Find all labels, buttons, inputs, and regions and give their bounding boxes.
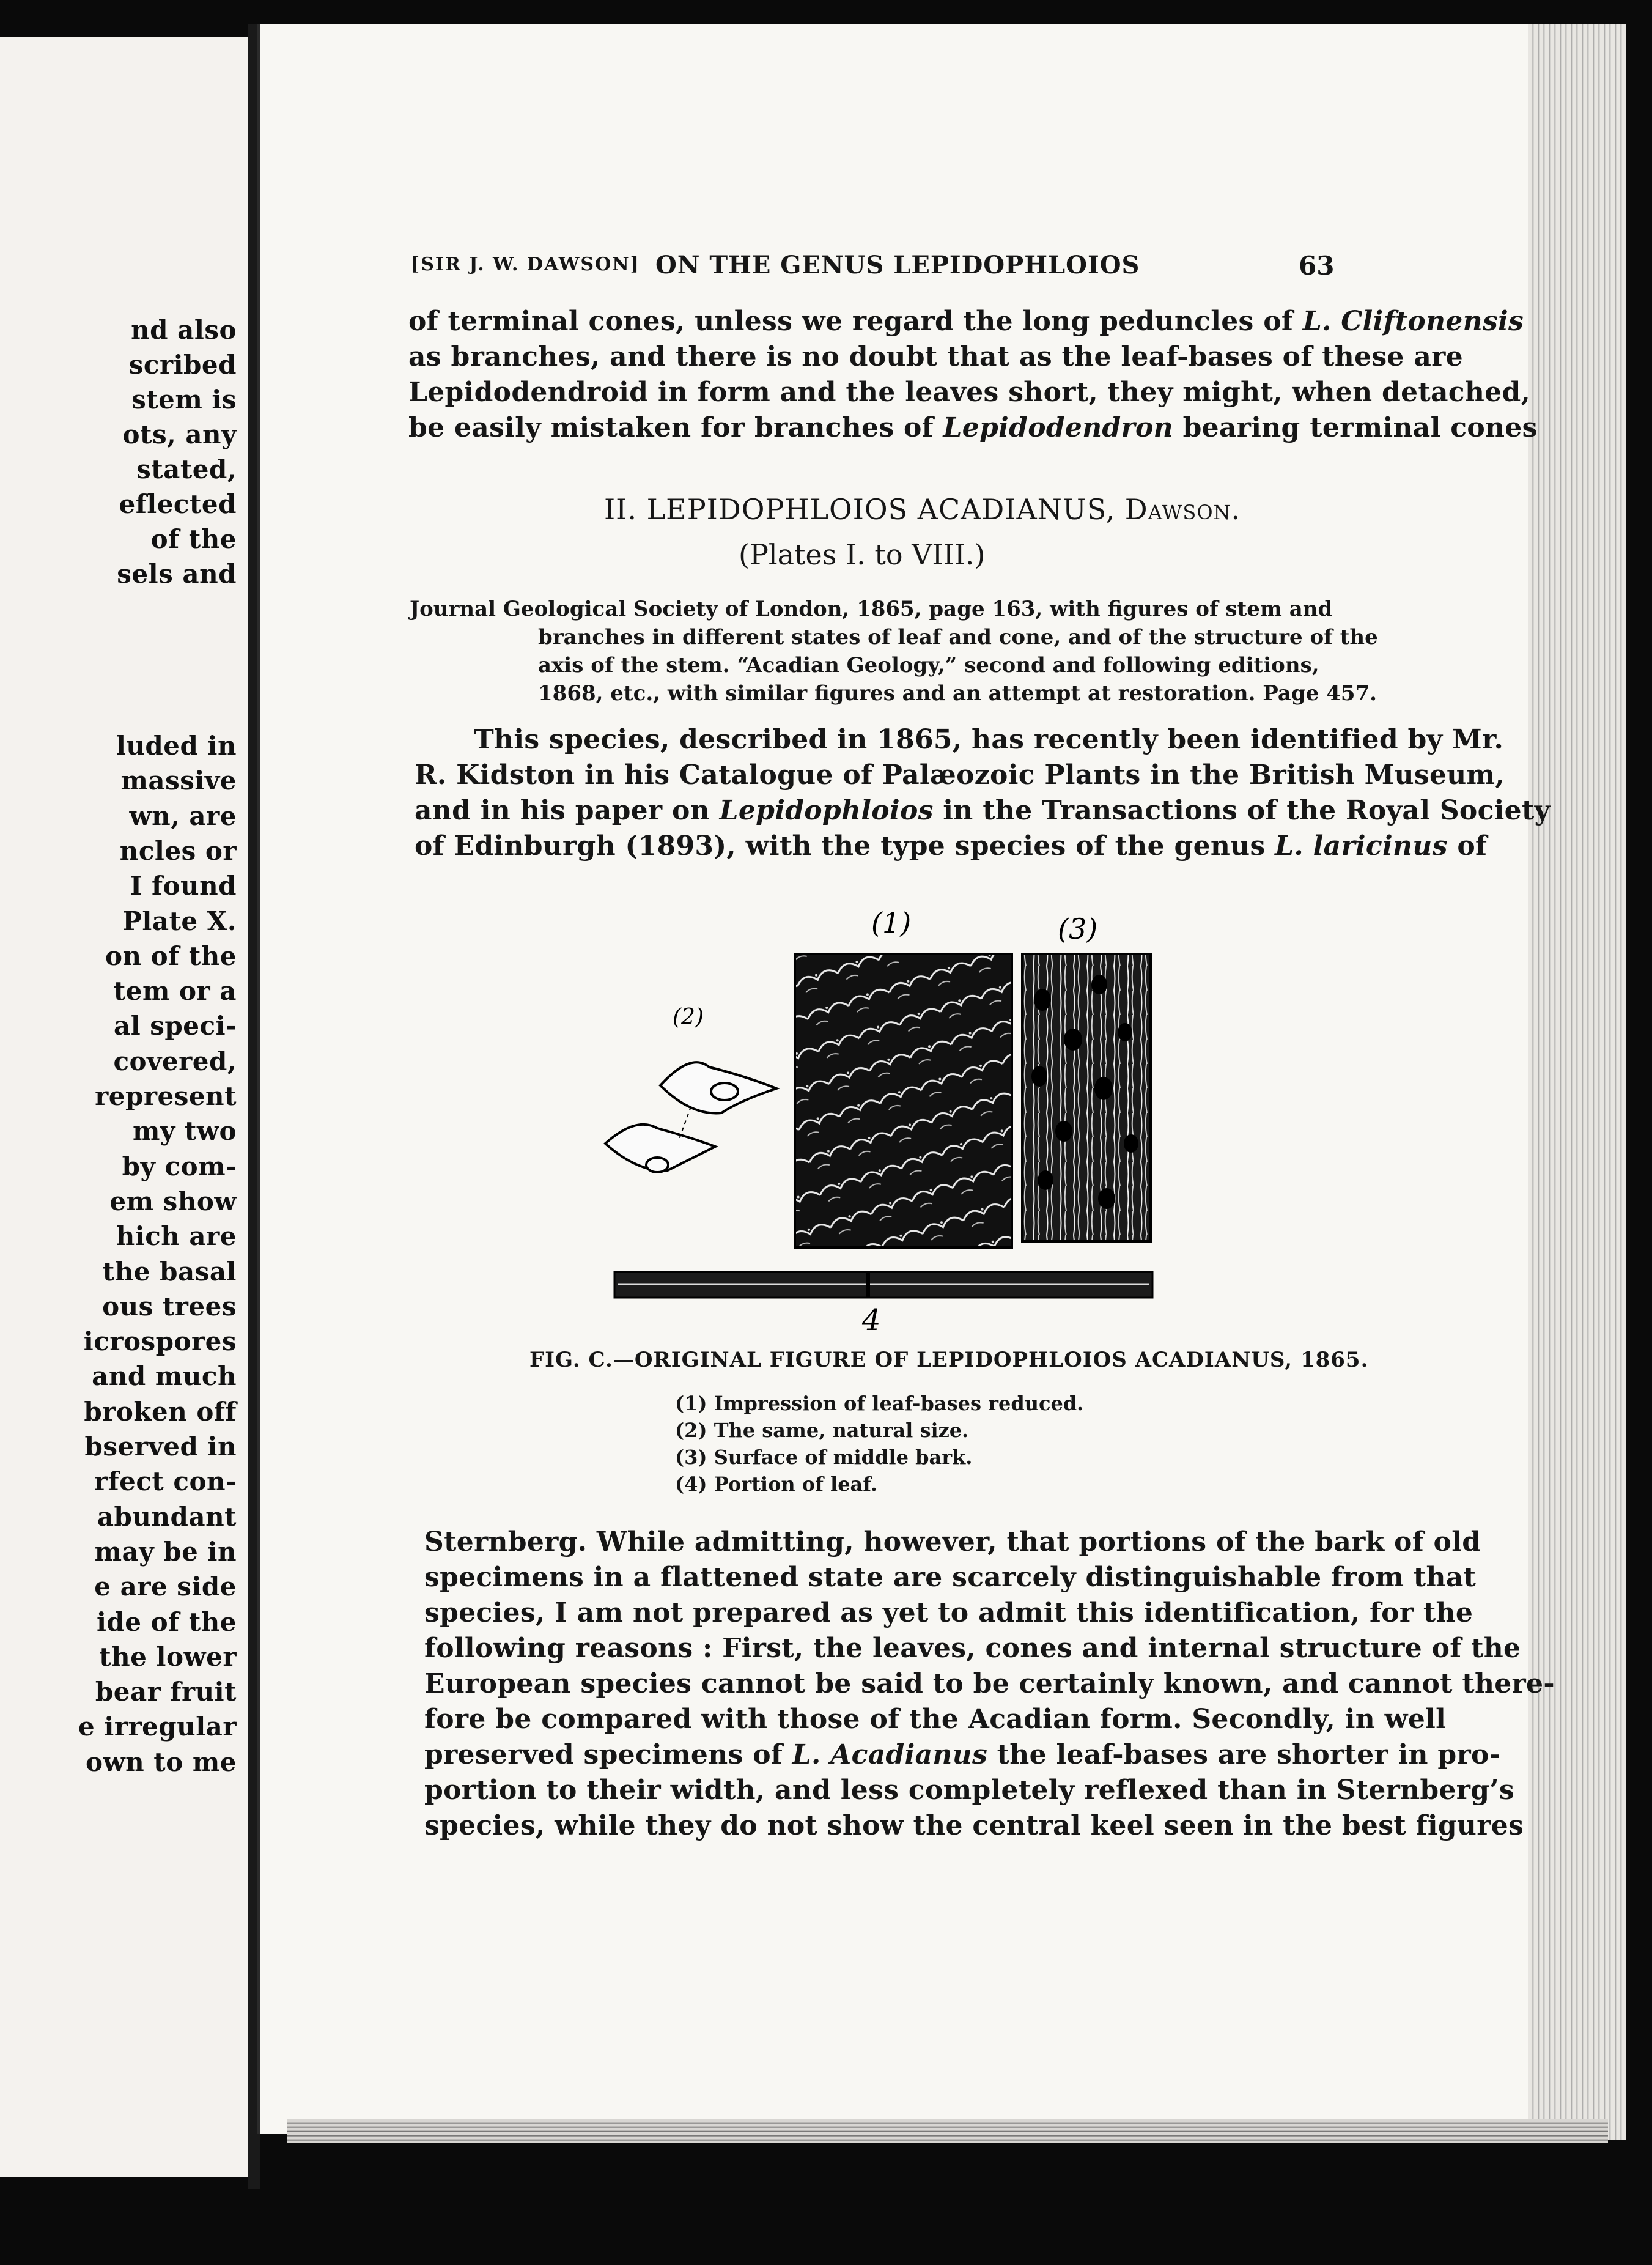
- paragraph-3-line-6: fore be compared with those of the Acadian form. Secondly, in well: [424, 1704, 1447, 1735]
- facing-page-line: e irregular: [78, 1712, 237, 1742]
- leaf-base-drawings: [605, 1062, 776, 1172]
- citation-line-1: Journal Geological Society of London, 1865, page 163, with figures of stem and: [410, 597, 1333, 621]
- page-edges-right: [1528, 24, 1626, 2140]
- paragraph-1-line-1: of terminal cones, unless we regard the long peduncles of L. Cliftonensis: [408, 306, 1524, 337]
- running-header-title: ON THE GENUS LEPIDOPHLOIOS: [655, 251, 1140, 279]
- paragraph-3-line-5: European species cannot be said to be certainly known, and cannot there-: [424, 1668, 1555, 1699]
- facing-page-line: eflected: [119, 489, 237, 519]
- facing-page-line: rfect con-: [94, 1466, 237, 1497]
- facing-page-line: tem or a: [113, 976, 237, 1007]
- paragraph-2-line-2: R. Kidston in his Catalogue of Palæozoic Plants in the British Museum,: [415, 759, 1505, 791]
- paragraph-3-line-8: portion to their width, and less completely reflexed than in Sternberg’s: [424, 1775, 1514, 1806]
- facing-page-line: wn, are: [129, 800, 237, 831]
- facing-page-line: nd also: [131, 315, 237, 345]
- facing-page-line: ide of the: [96, 1606, 237, 1637]
- facing-page-line: covered,: [113, 1046, 237, 1076]
- facing-page-line: stated,: [136, 454, 237, 484]
- facing-page-line: represent: [95, 1081, 237, 1111]
- paragraph-3-line-1: Sternberg. While admitting, however, that portions of the bark of old: [424, 1526, 1481, 1557]
- figure-label-2: (2): [673, 1005, 704, 1030]
- facing-page-line: and much: [92, 1361, 237, 1392]
- facing-page-line: ots, any: [122, 419, 237, 449]
- facing-page-line: ous trees: [102, 1291, 237, 1321]
- facing-page-line: broken off: [84, 1396, 237, 1427]
- facing-page-line: own to me: [85, 1746, 237, 1777]
- figure-label-4: 4: [862, 1303, 881, 1333]
- figure-legend-4: (4) Portion of leaf.: [675, 1472, 878, 1496]
- paragraph-2-line-4: of Edinburgh (1893), with the type species of the genus L. laricinus of: [415, 830, 1488, 862]
- paragraph-3-line-4: following reasons : First, the leaves, cones and internal structure of the: [424, 1633, 1521, 1664]
- facing-page-line: bserved in: [84, 1432, 237, 1461]
- facing-page-line: Plate X.: [122, 906, 237, 936]
- facing-page-line: bear fruit: [95, 1677, 237, 1707]
- figure-legend-1: (1) Impression of leaf-bases reduced.: [675, 1392, 1084, 1415]
- facing-page-line: abundant: [97, 1501, 237, 1532]
- facing-page-line: sels and: [117, 559, 237, 589]
- paragraph-3-line-7: preserved specimens of L. Acadianus the leaf-bases are shorter in pro-: [424, 1739, 1501, 1770]
- citation-line-4: 1868, etc., with similar figures and an attempt at restoration. Page 457.: [538, 681, 1377, 706]
- facing-page-line: scribed: [128, 350, 237, 380]
- facing-page-left: [0, 37, 248, 2177]
- page-number: 63: [1299, 251, 1335, 281]
- facing-page-line: icrospores: [83, 1326, 237, 1357]
- facing-page-line: e are side: [94, 1572, 237, 1602]
- facing-page-line: my two: [132, 1116, 237, 1147]
- figure-caption: FIG. C.—ORIGINAL FIGURE OF LEPIDOPHLOIOS ACADIANUS, 1865.: [529, 1348, 1369, 1372]
- facing-page-line: by com-: [122, 1151, 237, 1181]
- facing-page-line: may be in: [94, 1536, 237, 1567]
- figure-legend-2: (2) The same, natural size.: [675, 1419, 969, 1442]
- facing-page-line: I found: [130, 871, 237, 901]
- paragraph-1-line-4: be easily mistaken for branches of Lepidodendron bearing terminal cones: [408, 412, 1538, 443]
- facing-page-line: massive: [120, 766, 237, 796]
- paragraph-2-line-1: This species, described in 1865, has recently been identified by Mr.: [474, 724, 1504, 755]
- figure-legend-3: (3) Surface of middle bark.: [675, 1446, 973, 1469]
- citation-line-2: branches in different states of leaf and cone, and of the structure of the: [538, 625, 1378, 649]
- facing-page-line: on of the: [105, 940, 237, 971]
- section-heading: II. LEPIDOPHLOIOS ACADIANUS, Dawson.: [604, 493, 1241, 526]
- facing-page-line: ncles or: [119, 835, 237, 866]
- facing-page-line: hich are: [116, 1221, 237, 1252]
- facing-page-line: the lower: [99, 1641, 237, 1672]
- leaf-bases-impression-block: [795, 954, 1012, 1247]
- figure-label-3: (3): [1058, 912, 1098, 945]
- facing-page-line: luded in: [116, 731, 237, 761]
- running-header-author: [SIR J. W. DAWSON]: [411, 254, 640, 275]
- facing-page-line: al speci-: [114, 1011, 237, 1041]
- facing-page-line: of the: [150, 524, 237, 554]
- paragraph-2-line-3: and in his paper on Lepidophloios in the Transactions of the Royal Society: [415, 795, 1551, 826]
- figure-lepidophloios-illustration: [587, 893, 1162, 1333]
- facing-page-line: stem is: [131, 385, 237, 415]
- paragraph-1-line-2: as branches, and there is no doubt that as the leaf-bases of these are: [408, 341, 1463, 372]
- facing-page-line: em show: [109, 1186, 237, 1216]
- paragraph-1-line-3: Lepidodendroid in form and the leaves short, they might, when detached,: [408, 377, 1531, 408]
- paragraph-3-line-3: species, I am not prepared as yet to admit this identification, for the: [424, 1597, 1473, 1628]
- paragraph-3-line-9: species, while they do not show the central keel seen in the best figures: [424, 1810, 1524, 1841]
- paragraph-3-line-2: specimens in a flattened state are scarcely distinguishable from that: [424, 1562, 1477, 1593]
- page-edges-bottom: [287, 2119, 1608, 2143]
- facing-page-line: the basal: [102, 1256, 237, 1287]
- section-plates: (Plates I. to VIII.): [739, 538, 986, 571]
- figure-label-1: (1): [871, 906, 912, 939]
- citation-line-3: axis of the stem. “Acadian Geology,” second and following editions,: [538, 653, 1319, 678]
